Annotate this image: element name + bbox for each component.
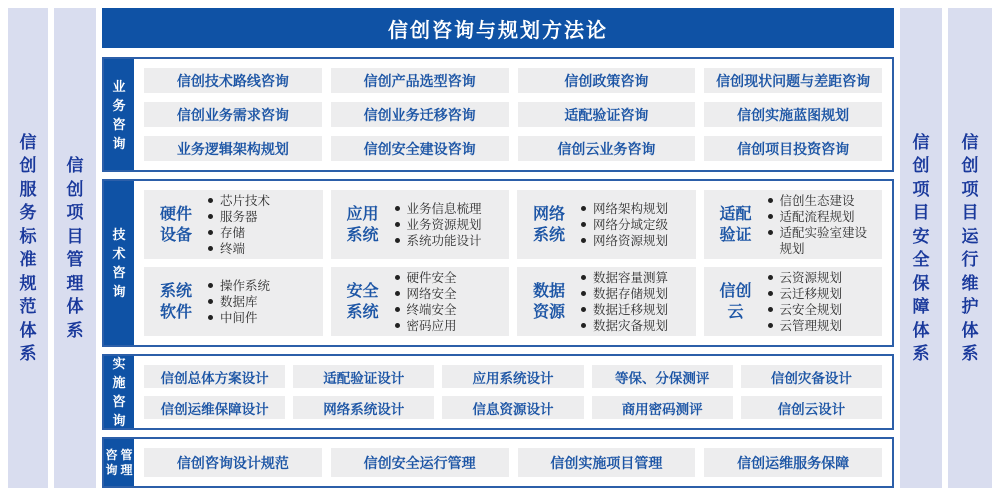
- vertical-label-char: 保: [912, 273, 930, 293]
- bullet-item: [581, 217, 692, 233]
- bullet-text: 网络架构规划: [593, 201, 669, 216]
- implementation-items-grid: [134, 356, 892, 428]
- vertical-label-char: 标: [19, 226, 37, 246]
- tech-domain-title: 适配验证: [719, 205, 752, 244]
- tech-domain-bullet-list: [395, 201, 506, 249]
- vertical-label-char: 信: [19, 132, 37, 152]
- bullet-text: 信创生态建设: [779, 193, 855, 208]
- tech-domain-card: [331, 267, 510, 336]
- bullet-item: [581, 302, 692, 318]
- bullet-text: 网络分域定级: [593, 217, 669, 232]
- bullet-dot-icon: [581, 275, 586, 280]
- vertical-label-char: 服: [19, 179, 37, 199]
- bullet-text: 适配流程规划: [779, 209, 855, 224]
- bullet-text: 服务器: [220, 209, 258, 224]
- consulting-item: 信创现状问题与差距咨询: [704, 68, 882, 93]
- bullet-item: [395, 201, 506, 217]
- tech-domain-title: 信创云: [719, 282, 752, 321]
- bullet-text: 数据容量测算: [593, 270, 669, 285]
- consulting-item: 信创产品选型咨询: [331, 68, 509, 93]
- vertical-label-char: 维: [961, 273, 979, 293]
- section-technical-consulting: [102, 179, 894, 347]
- main-framework: [102, 8, 894, 488]
- vertical-label-char: 信: [66, 156, 84, 175]
- consulting-item: 信创运维保障设计: [144, 396, 285, 419]
- vertical-label-char: 系: [19, 344, 37, 363]
- vertical-label-char: 项: [912, 179, 930, 199]
- tech-domain-title: 安全系统: [346, 282, 379, 321]
- section-label-management: [104, 439, 134, 486]
- bullet-text: 业务资源规划: [406, 217, 482, 232]
- bullet-item: [581, 201, 692, 217]
- section-label-tech: [104, 181, 134, 345]
- vertical-label-char: 咨: [112, 116, 126, 132]
- tech-domain-bullet-list: [768, 270, 879, 334]
- bullet-dot-icon: [208, 283, 213, 288]
- tech-domain-card: [144, 190, 323, 259]
- tech-domain-card: [704, 190, 883, 259]
- bullet-text: 系统功能设计: [406, 233, 482, 248]
- section-business-consulting: [102, 57, 894, 172]
- vertical-label-char: 理: [66, 273, 84, 293]
- bullet-dot-icon: [581, 323, 586, 328]
- vertical-label-char: 范: [19, 297, 37, 316]
- vertical-label-char: 创: [912, 156, 930, 175]
- vertical-label-char: 咨: [112, 394, 126, 409]
- consulting-item: 信创云设计: [741, 396, 882, 419]
- consulting-item: 信创实施项目管理: [518, 448, 696, 477]
- bullet-text: 云资源规划: [779, 270, 843, 285]
- bullet-dot-icon: [768, 230, 773, 235]
- bullet-dot-icon: [581, 238, 586, 243]
- consulting-item: 信创咨询设计规范: [144, 448, 322, 477]
- consulting-item: 信创业务迁移咨询: [331, 102, 509, 127]
- side-panel-service-standards: [8, 8, 48, 488]
- bullet-text: 数据灾备规划: [593, 318, 669, 333]
- bullet-dot-icon: [581, 222, 586, 227]
- tech-domain-card: [517, 267, 696, 336]
- tech-domain-title: 硬件设备: [159, 205, 192, 244]
- bullet-item: [581, 318, 692, 334]
- vertical-label-char: 规: [19, 273, 37, 293]
- vertical-label-char: 务: [19, 203, 37, 222]
- vertical-label-char: 体: [912, 320, 930, 340]
- bullet-text: 数据存储规划: [593, 286, 669, 301]
- bullet-dot-icon: [395, 222, 400, 227]
- bullet-item: [395, 217, 506, 233]
- management-items-grid: [134, 439, 892, 486]
- bullet-text: 云管理规划: [779, 318, 843, 333]
- tech-domain-title: 数据资源: [532, 282, 565, 321]
- bullet-dot-icon: [208, 214, 213, 219]
- bullet-item: [208, 310, 319, 326]
- vertical-label-char: 安: [912, 226, 930, 246]
- bullet-dot-icon: [768, 323, 773, 328]
- tech-domain-bullet-list: [768, 193, 879, 257]
- consulting-item: 商用密码测评: [592, 396, 733, 419]
- consulting-item: 信创安全建设咨询: [331, 136, 509, 161]
- bullet-dot-icon: [395, 206, 400, 211]
- bullet-item: [395, 270, 506, 286]
- bullet-item: [768, 302, 879, 318]
- bullet-item: [581, 233, 692, 249]
- consulting-item: 信创运维服务保障: [704, 448, 882, 477]
- side-panel-project-management: [54, 8, 96, 488]
- bullet-text: 数据迁移规划: [593, 302, 669, 317]
- vertical-label-char: 理: [120, 463, 133, 477]
- vertical-label-char: 护: [961, 297, 979, 316]
- vertical-label-char: 咨: [105, 448, 118, 462]
- label-char-grid: [105, 448, 133, 477]
- bullet-item: [208, 278, 319, 294]
- consulting-item: 信创安全运行管理: [331, 448, 509, 477]
- tech-domain-bullet-list: [581, 270, 692, 334]
- vertical-label-char: 障: [912, 297, 930, 316]
- bullet-item: [768, 193, 879, 209]
- consulting-item: 信创项目投资咨询: [704, 136, 882, 161]
- consulting-item: 信创业务需求咨询: [144, 102, 322, 127]
- section-implementation-consulting: [102, 354, 894, 430]
- bullet-text: 密码应用: [406, 318, 457, 333]
- bullet-text: 网络安全: [406, 286, 457, 301]
- bullet-dot-icon: [208, 315, 213, 320]
- consulting-item: 信创灾备设计: [741, 365, 882, 388]
- bullet-dot-icon: [395, 291, 400, 296]
- vertical-label-char: 务: [112, 97, 126, 113]
- consulting-item: 信创技术路线咨询: [144, 68, 322, 93]
- consulting-item: 等保、分保测评: [592, 365, 733, 388]
- diagram-title: 信创咨询与规划方法论: [102, 8, 894, 48]
- tech-domain-card: [517, 190, 696, 259]
- consulting-item: 适配验证设计: [293, 365, 434, 388]
- vertical-label-char: 目: [961, 203, 979, 222]
- consulting-item: 信创实施蓝图规划: [704, 102, 882, 127]
- tech-domain-card: [144, 267, 323, 336]
- bullet-item: [395, 233, 506, 249]
- tech-domain-bullet-list: [395, 270, 506, 334]
- vertical-label-char: 创: [961, 156, 979, 175]
- bullet-dot-icon: [768, 275, 773, 280]
- bullet-text: 网络资源规划: [593, 233, 669, 248]
- consulting-item: 信创总体方案设计: [144, 365, 285, 388]
- vertical-label-char: 信: [912, 132, 930, 152]
- bullet-text: 硬件安全: [406, 270, 457, 285]
- bullet-dot-icon: [581, 206, 586, 211]
- bullet-item: [208, 193, 319, 209]
- tech-domain-bullet-list: [208, 278, 319, 326]
- consulting-item: 信创政策咨询: [518, 68, 696, 93]
- vertical-label-char: 体: [19, 320, 37, 340]
- tech-domain-title: 应用系统: [346, 205, 379, 244]
- vertical-label-char: 信: [961, 132, 979, 152]
- bullet-dot-icon: [768, 307, 773, 312]
- consulting-item: 适配验证咨询: [518, 102, 696, 127]
- bullet-item: [768, 286, 879, 302]
- tech-domain-card: [704, 267, 883, 336]
- bullet-text: 中间件: [220, 310, 258, 325]
- vertical-label-char: 系: [961, 344, 979, 363]
- bullet-text: 操作系统: [220, 278, 271, 293]
- side-panel-operation-maintenance: [948, 8, 992, 488]
- business-items-grid: [134, 59, 892, 170]
- bullet-text: 存储: [220, 225, 246, 240]
- bullet-item: [395, 302, 506, 318]
- bullet-dot-icon: [208, 246, 213, 251]
- vertical-label-char: 项: [66, 203, 84, 222]
- vertical-label-char: 管: [66, 250, 84, 269]
- bullet-item: [395, 286, 506, 302]
- vertical-label-char: 施: [112, 375, 126, 390]
- tech-cards-grid: [134, 181, 892, 345]
- bullet-item: [208, 241, 319, 257]
- bullet-dot-icon: [581, 307, 586, 312]
- bullet-item: [208, 294, 319, 310]
- vertical-label-char: 行: [961, 250, 979, 269]
- vertical-label-char: 咨: [112, 265, 126, 280]
- tech-domain-bullet-list: [581, 201, 692, 249]
- tech-domain-title: 网络系统: [532, 205, 565, 244]
- vertical-label-char: 询: [112, 284, 126, 299]
- vertical-label-char: 询: [112, 135, 126, 151]
- bullet-text: 云迁移规划: [779, 286, 843, 301]
- bullet-dot-icon: [208, 230, 213, 235]
- vertical-label-char: 运: [961, 226, 979, 246]
- vertical-label-char: 管: [120, 448, 133, 462]
- bullet-item: [395, 318, 506, 334]
- bullet-item: [768, 270, 879, 286]
- bullet-text: 数据库: [220, 294, 258, 309]
- section-label-implementation: [104, 356, 134, 428]
- vertical-label-char: 项: [961, 179, 979, 199]
- bullet-text: 芯片技术: [220, 193, 271, 208]
- bullet-dot-icon: [208, 299, 213, 304]
- vertical-label-char: 系: [66, 320, 84, 340]
- bullet-dot-icon: [768, 291, 773, 296]
- section-label-business: [104, 59, 134, 170]
- bullet-text: 终端: [220, 241, 246, 256]
- vertical-label-char: 术: [112, 246, 126, 261]
- vertical-label-char: 询: [112, 413, 126, 428]
- consulting-item: 网络系统设计: [293, 396, 434, 419]
- consulting-item: 业务逻辑架构规划: [144, 136, 322, 161]
- bullet-dot-icon: [395, 275, 400, 280]
- vertical-label-char: 体: [961, 320, 979, 340]
- bullet-dot-icon: [395, 323, 400, 328]
- vertical-label-char: 实: [112, 356, 126, 371]
- bullet-text: 终端安全: [406, 302, 457, 317]
- bullet-item: [768, 225, 879, 257]
- bullet-dot-icon: [395, 238, 400, 243]
- side-panel-security-assurance: [900, 8, 942, 488]
- bullet-text: 适配实验室建设规划: [779, 225, 868, 256]
- vertical-label-char: 系: [912, 344, 930, 363]
- tech-domain-bullet-list: [208, 193, 319, 257]
- consulting-item: 应用系统设计: [442, 365, 583, 388]
- bullet-item: [581, 270, 692, 286]
- vertical-label-char: 询: [105, 463, 118, 477]
- tech-domain-card: [331, 190, 510, 259]
- bullet-item: [768, 318, 879, 334]
- bullet-item: [768, 209, 879, 225]
- bullet-text: 业务信息梳理: [406, 201, 482, 216]
- bullet-dot-icon: [395, 307, 400, 312]
- vertical-label-char: 目: [912, 203, 930, 222]
- vertical-label-char: 目: [66, 226, 84, 246]
- bullet-item: [208, 225, 319, 241]
- vertical-label-char: 准: [19, 250, 37, 269]
- vertical-label-char: 业: [112, 78, 126, 94]
- bullet-item: [208, 209, 319, 225]
- consulting-item: 信息资源设计: [442, 396, 583, 419]
- tech-domain-title: 系统软件: [159, 282, 192, 321]
- vertical-label-char: 创: [19, 156, 37, 175]
- vertical-label-char: 创: [66, 179, 84, 199]
- bullet-dot-icon: [208, 198, 213, 203]
- vertical-label-char: 技: [112, 227, 126, 242]
- bullet-dot-icon: [768, 198, 773, 203]
- section-consulting-management: [102, 437, 894, 488]
- bullet-item: [581, 286, 692, 302]
- vertical-label-char: 体: [66, 297, 84, 316]
- consulting-item: 信创云业务咨询: [518, 136, 696, 161]
- vertical-label-char: 全: [912, 250, 930, 269]
- bullet-dot-icon: [581, 291, 586, 296]
- bullet-dot-icon: [768, 214, 773, 219]
- bullet-text: 云安全规划: [779, 302, 843, 317]
